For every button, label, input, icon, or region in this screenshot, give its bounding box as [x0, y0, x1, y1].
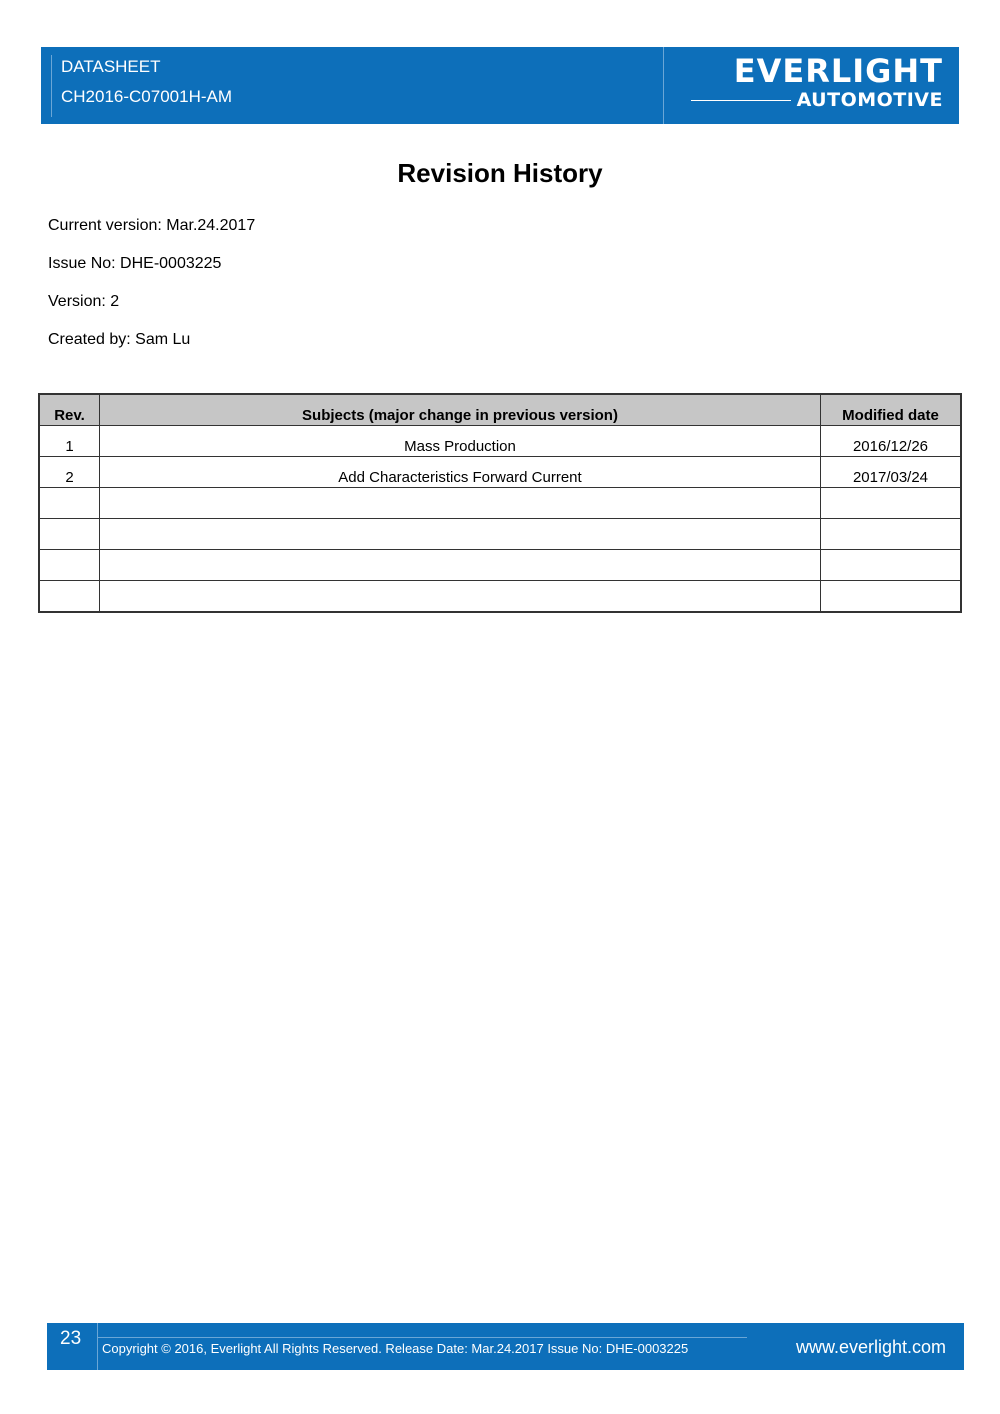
- part-number: CH2016-C07001H-AM: [61, 87, 233, 106]
- cell-rev: [39, 550, 100, 581]
- cell-date: [821, 581, 962, 613]
- table-row: [39, 581, 961, 613]
- copyright-text: Copyright © 2016, Everlight All Rights Reserved. Release Date: Mar.24.2017 Issue No: DHE-0003225: [102, 1341, 689, 1356]
- table-row: [39, 550, 961, 581]
- logo-rule: [691, 100, 791, 101]
- table-row: [39, 457, 961, 488]
- logo-sub-text: AUTOMOTIVE: [796, 89, 943, 111]
- cell-subject: [100, 519, 821, 550]
- page-title: Revision History: [397, 158, 603, 188]
- cell-rev: 2: [39, 457, 100, 488]
- header-rev: Rev.: [39, 394, 100, 426]
- version: Version: 2: [48, 293, 120, 310]
- website-link[interactable]: www.everlight.com: [795, 1337, 946, 1357]
- cell-date: 2017/03/24: [821, 457, 962, 488]
- current-version: Current version: Mar.24.2017: [48, 217, 256, 234]
- cell-subject: Add Characteristics Forward Current: [100, 457, 821, 488]
- doc-type-label: DATASHEET: [61, 57, 161, 76]
- cell-rev: [39, 488, 100, 519]
- header-subjects: Subjects (major change in previous version): [100, 394, 821, 426]
- cell-rev: 1: [39, 426, 100, 457]
- footer-divider: [97, 1323, 98, 1370]
- cell-date: [821, 519, 962, 550]
- cell-rev: [39, 581, 100, 613]
- footer-rule: [97, 1337, 747, 1338]
- cell-subject: Mass Production: [100, 426, 821, 457]
- cell-date: [821, 488, 962, 519]
- everlight-logo: [691, 52, 943, 111]
- footer-bar: [47, 1323, 964, 1370]
- issue-number: Issue No: DHE-0003225: [48, 255, 222, 272]
- revision-table: [38, 393, 962, 613]
- cell-date: 2016/12/26: [821, 426, 962, 457]
- cell-subject: [100, 488, 821, 519]
- header-bar: [41, 47, 959, 124]
- page-number: 23: [60, 1328, 82, 1349]
- created-by: Created by: Sam Lu: [48, 331, 191, 348]
- logo-main-text: EVERLIGHT: [733, 52, 943, 90]
- table-header-row: [39, 394, 961, 426]
- table-row: [39, 426, 961, 457]
- cell-subject: [100, 581, 821, 613]
- table-row: [39, 488, 961, 519]
- cell-subject: [100, 550, 821, 581]
- table-row: [39, 519, 961, 550]
- cell-date: [821, 550, 962, 581]
- header-modified-date: Modified date: [821, 394, 962, 426]
- cell-rev: [39, 519, 100, 550]
